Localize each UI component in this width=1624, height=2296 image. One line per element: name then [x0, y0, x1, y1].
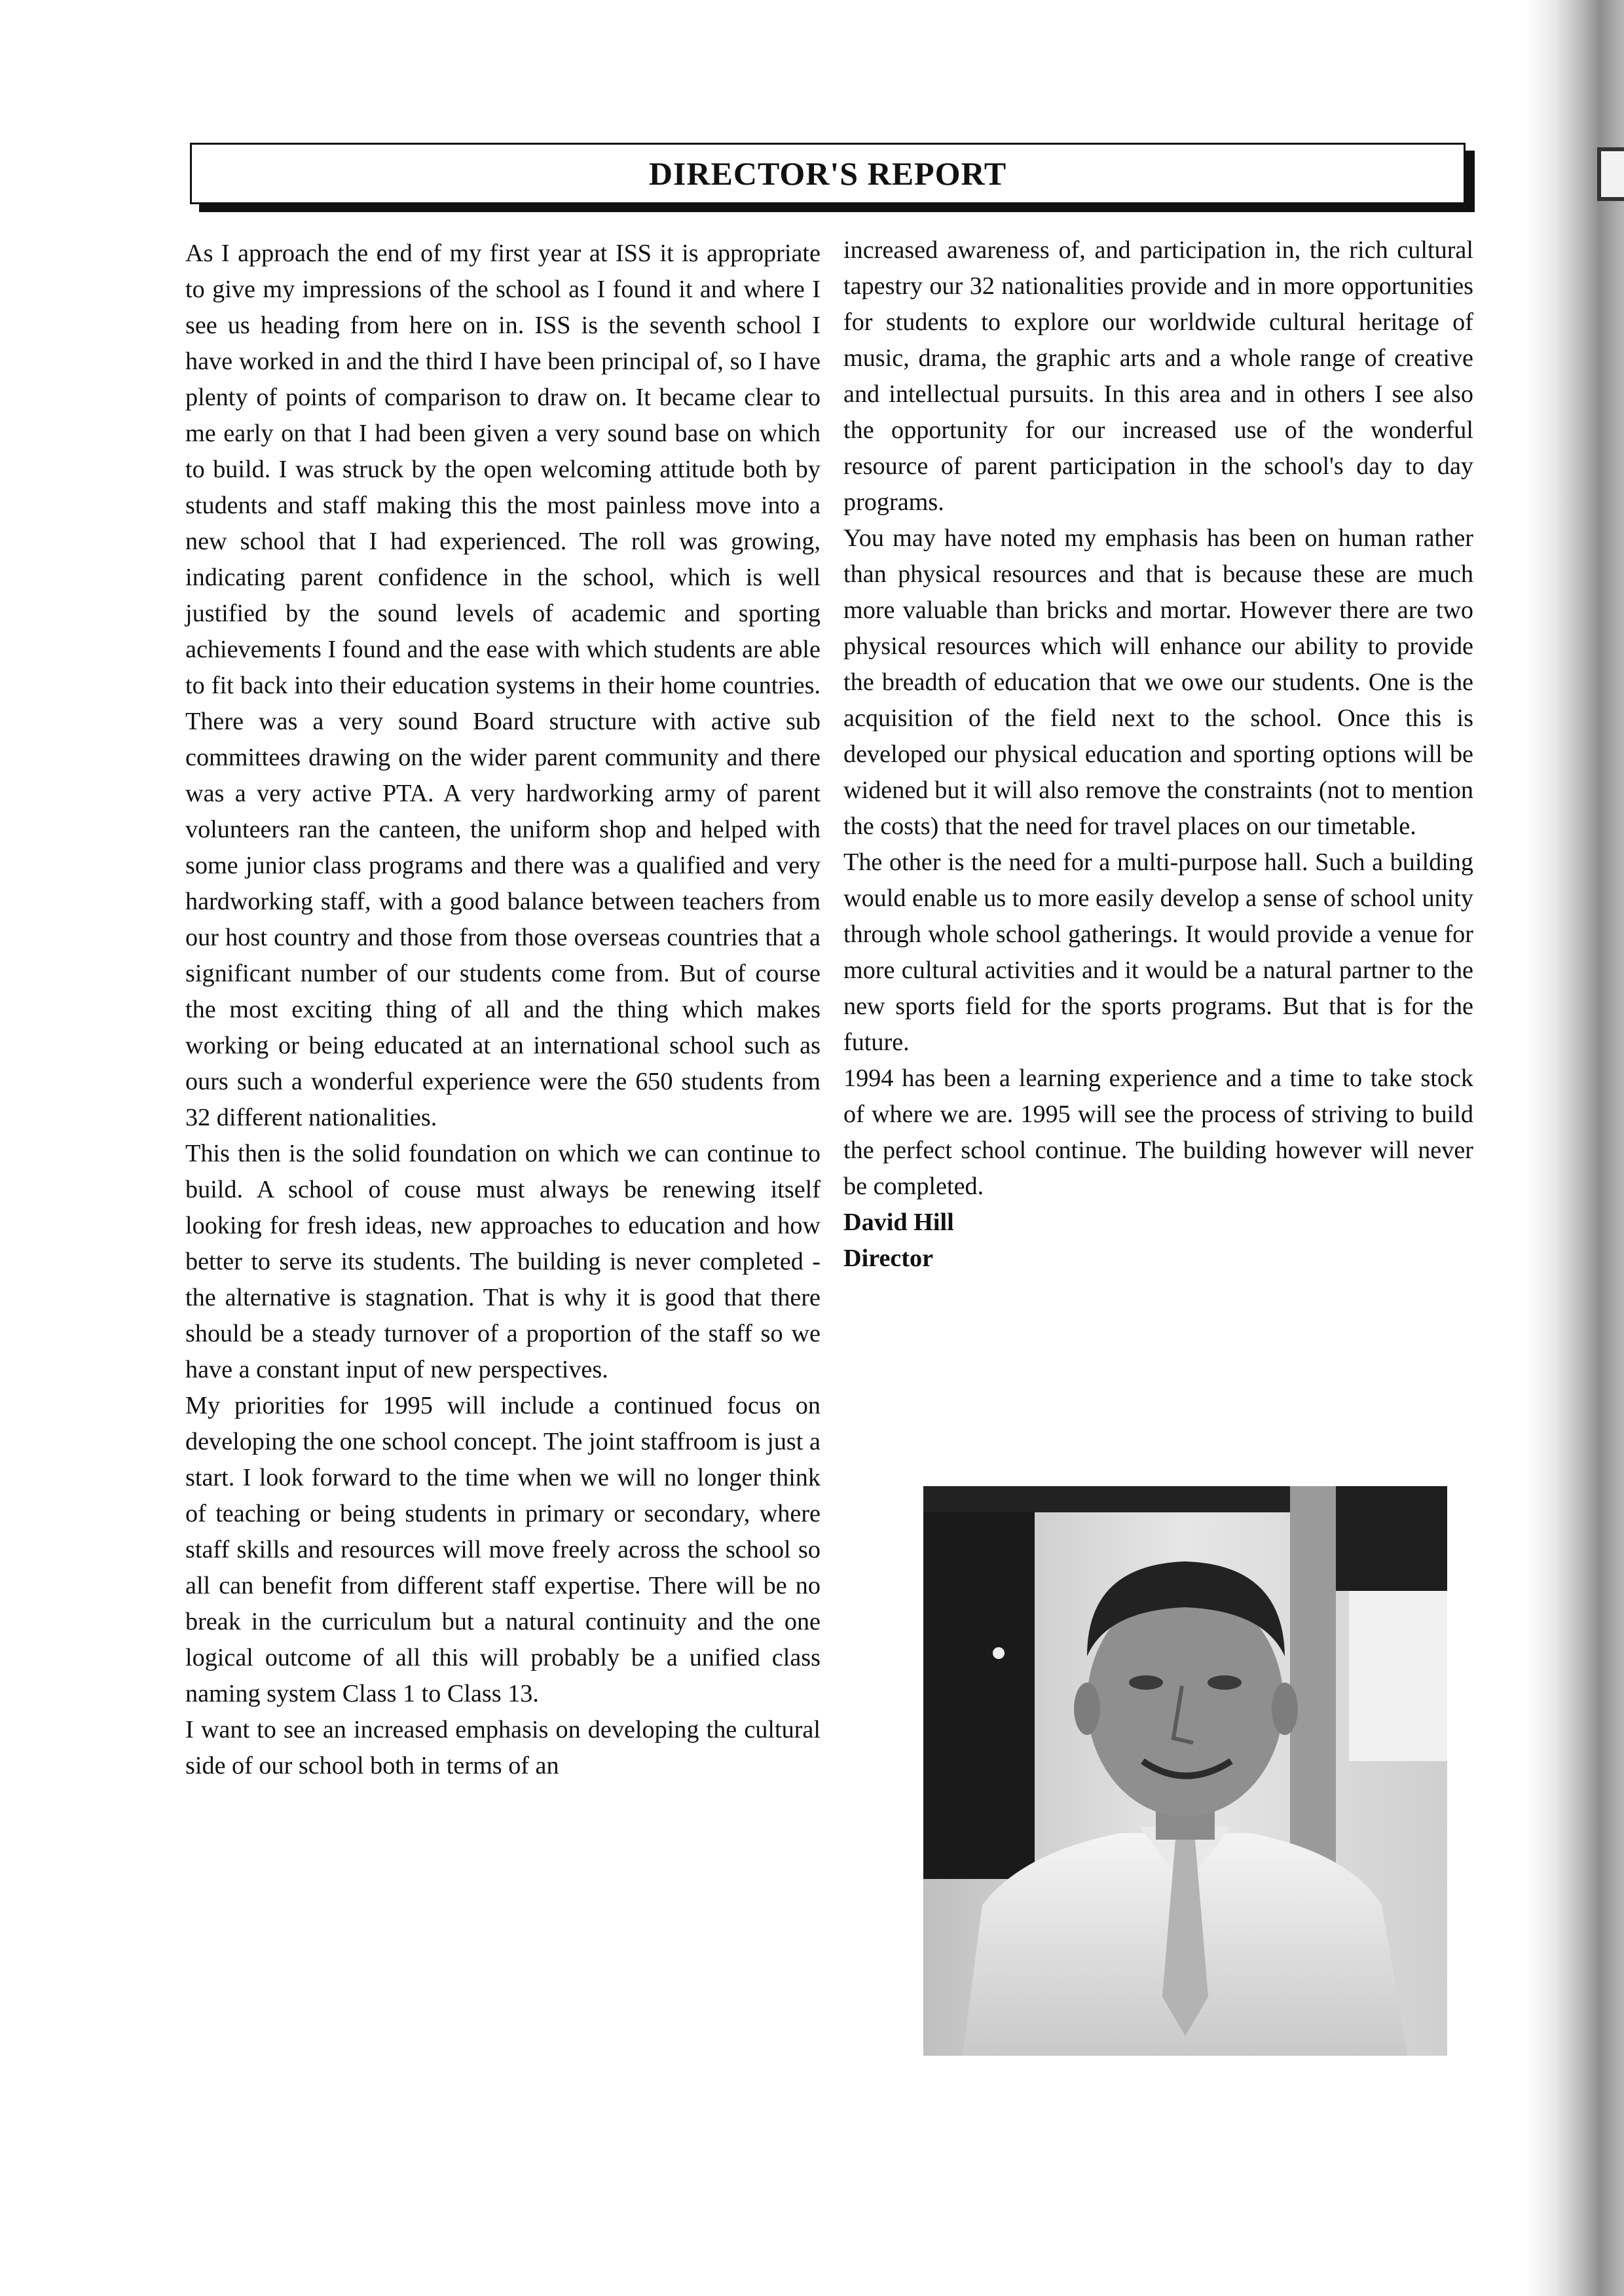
left-column [185, 236, 821, 1784]
paragraph: increased awareness of, and participation in, the rich cultural tapestry our 32 nationalities provide and in more opportunities for students to explore our worldwide cultural heritage of music, drama, the graphic arts and a whole range of creative and intellectual pursuits. In this area and in others I see also the opportunity for our increased use of the wonderful resource of parent participation in the school's day to day programs. [843, 236, 1473, 516]
paragraph: My priorities for 1995 will include a continued focus on developing the one school concept. The joint staffroom is just a start. I look forward to the time when we will no longer think of teaching or being students in primary or secondary, where staff skills and resources will move freely across the school so all can benefit from different staff expertise. There will be no break in the curriculum but a natural continuity and the one logical outcome of all this will probably be a unified class naming system Class 1 to Class 13. [185, 1392, 821, 1707]
paragraph: I want to see an increased emphasis on developing the cultural side of our school both in terms of an [185, 1716, 821, 1779]
signature-name: David Hill [843, 1209, 954, 1236]
right-column [843, 232, 1473, 1277]
portrait-illustration [923, 1486, 1447, 2056]
report-header-box [190, 143, 1466, 204]
paragraph: 1994 has been a learning experience and a time to take stock of where we are. 1995 will see the process of striving to build the perfect school continue. The building however will never be completed. [843, 1065, 1473, 1200]
paragraph: This then is the solid foundation on which we can continue to build. A school of couse must always be renewing itself looking for fresh ideas, new approaches to education and how better to serve its students. The building is never completed - the alternative is stagnation. That is why it is good that there should be a steady turnover of a proportion of the staff so we have a constant input of new perspectives. [185, 1140, 821, 1383]
page-edge-tab [1597, 147, 1624, 201]
director-portrait-photo [923, 1486, 1447, 2056]
paragraph: The other is the need for a multi-purpose hall. Such a building would enable us to more easily develop a sense of school unity through whole school gatherings. It would provide a venue for more cultural activities and it would be a natural partner to the new sports field for the sports programs. But that is for the future. [843, 848, 1473, 1056]
page-binding-edge [1526, 0, 1624, 2296]
paragraph: As I approach the end of my first year at ISS it is appropriate to give my impressions of the school as I found it and where I see us heading from here on in. ISS is the seventh school I have worked in and the third I have been principal of, so I have plenty of points of comparison to draw on. It became clear to me early on that I had been given a very sound base on which to build. I was struck by the open welcoming attitude both by students and staff making this the most painless move into a new school that I had experienced. The roll was growing, indicating parent confidence in the school, which is well justified by the sound levels of academic and sporting achievements I found and the ease with which students are able to fit back into their education systems in their home countries. There was a very sound Board structure with active sub committees drawing on the wider parent community and there was a very active PTA. A very hardworking army of parent volunteers ran the canteen, the uniform shop and helped with some junior class programs and there was a qualified and very hardworking staff, with a good balance between teachers from our host country and those from those overseas countries that a significant number of our students come from. But of course the most exciting thing of all and the thing which makes working or being educated at an international school such as ours such a wonderful experience were the 650 students from 32 different nationalities. [185, 240, 821, 1131]
paragraph: You may have noted my emphasis has been on human rather than physical resources and that is because these are much more valuable than bricks and mortar. However there are two physical resources which will enhance our ability to provide the breadth of education that we owe our students. One is the acquisition of the field next to the school. Once this is developed our physical education and sporting options will be widened but it will also remove the constraints (not to mention the costs) that the need for travel places on our timetable. [843, 524, 1473, 840]
page-title: DIRECTOR'S REPORT [648, 155, 1007, 192]
signature-title: Director [843, 1245, 934, 1272]
